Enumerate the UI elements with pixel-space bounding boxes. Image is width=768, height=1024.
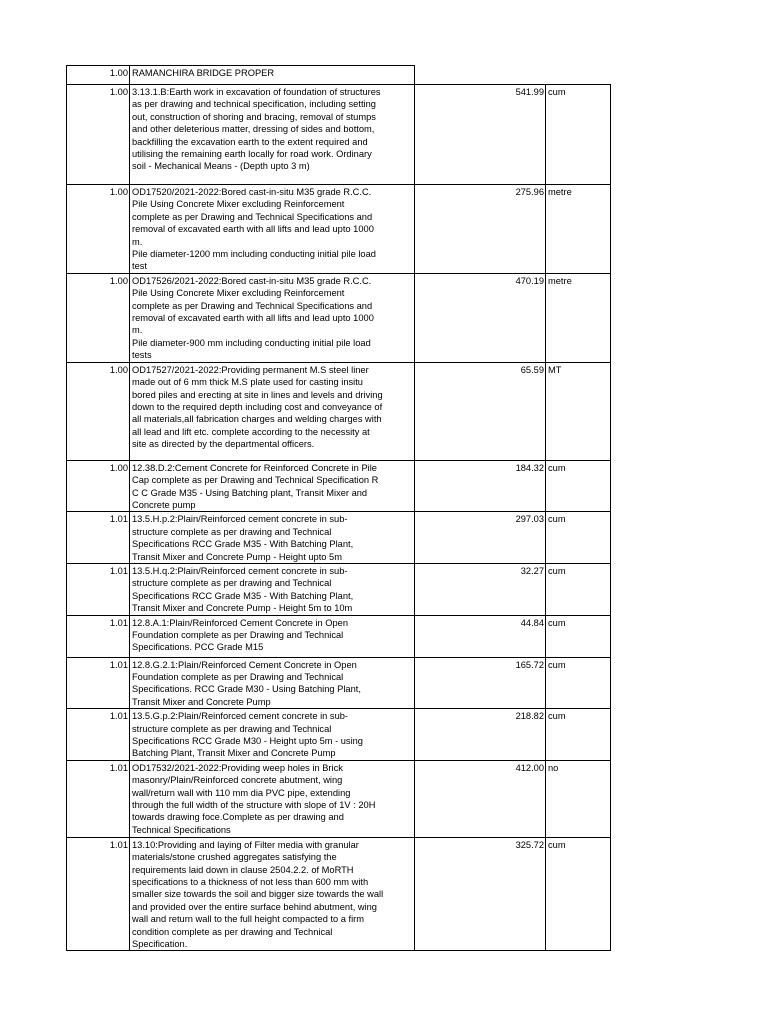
boq-table	[66, 65, 611, 951]
sl-cell: 1.01	[67, 760, 130, 837]
quantity-cell: 275.96	[415, 185, 546, 274]
table-row	[67, 362, 611, 460]
description-cell: 13.10:Providing and laying of Filter media with granular materials/stone crushed aggregates satisfying the requirements laid down in clause 2504.2.2. of MoRTH specifications to a thickness of not less than 600 mm with smaller size towards the soil and bigger size towards the wall and provided over the entire surface behind abutment, wing wall and return wall to the full height compacted to a firm condition complete as per drawing and Technical Specification.	[130, 837, 415, 951]
sl-cell: 1.00	[67, 185, 130, 274]
description-cell: 12.38.D.2:Cement Concrete for Reinforced Concrete in Pile Cap complete as per Drawing and Technical Specification R C C Grade M35 - Using Batching plant, Transit Mixer and Concrete pump	[130, 460, 415, 512]
quantity-cell: 165.72	[415, 657, 546, 709]
description-cell: 13.5.H.q.2:Plain/Reinforced cement concrete in sub- structure complete as per drawing and Technical Specifications RCC Grade M35 - With Batching Plant, Transit Mixer and Concrete Pump - Height 5m to 10m	[130, 563, 415, 615]
quantity-cell: 297.03	[415, 512, 546, 564]
unit-cell: no	[546, 760, 611, 837]
sl-cell: 1.00	[67, 362, 130, 460]
table-row	[67, 563, 611, 615]
table-row	[67, 615, 611, 657]
description-cell: OD17532/2021-2022:Providing weep holes in Brick masonry/Plain/Reinforced concrete abutment, wing wall/return wall with 110 mm dia PVC pipe, extending through the full width of the structure with slope of 1V : 20H towards drawing foce.Complete as per drawing and Technical Specifications	[130, 760, 415, 837]
description-cell: OD17526/2021-2022:Bored cast-in-situ M35 grade R.C.C. Pile Using Concrete Mixer excluding Reinforcement complete as per Drawing and Technical Specifications and removal of excavated earth with all lifts and lead upto 1000 m. Pile diameter-900 mm including conducting initial pile load tests	[130, 273, 415, 362]
description-cell: OD17527/2021-2022:Providing permanent M.S steel liner made out of 6 mm thick M.S plate used for casting insitu bored piles and erecting at site in lines and levels and driving down to the required depth including cost and conveyance of all materials,all fabrication charges and welding charges with all lead and lift etc. complete according to the necessity at site as directed by the departmental officers.	[130, 362, 415, 460]
table-row	[67, 85, 611, 185]
quantity-cell: 218.82	[415, 709, 546, 761]
table-row	[67, 837, 611, 951]
sl-cell: 1.01	[67, 709, 130, 761]
quantity-cell: 44.84	[415, 615, 546, 657]
unit-cell: cum	[546, 460, 611, 512]
quantity-cell: 325.72	[415, 837, 546, 951]
unit-cell: cum	[546, 563, 611, 615]
quantity-cell: 541.99	[415, 85, 546, 185]
unit-cell: metre	[546, 273, 611, 362]
description-cell: 3.13.1.B:Earth work in excavation of foundation of structures as per drawing and technical specification, including setting out, construction of shoring and bracing, removal of stumps and other deleterious matter, dressing of sides and bottom, backfilling the excavation earth to the extent required and utilising the remaining earth locally for road work. Ordinary soil - Mechanical Means - (Depth upto 3 m)	[130, 85, 415, 185]
quantity-cell: 470.19	[415, 273, 546, 362]
quantity-cell: 32.27	[415, 563, 546, 615]
title-blank-cell	[546, 66, 611, 85]
boq-sheet	[66, 65, 611, 951]
table-row	[67, 709, 611, 761]
sl-cell: 1.01	[67, 615, 130, 657]
unit-cell: MT	[546, 362, 611, 460]
table-row	[67, 273, 611, 362]
title-sl-cell: 1.00	[67, 66, 130, 85]
sl-cell: 1.01	[67, 563, 130, 615]
sl-cell: 1.00	[67, 273, 130, 362]
sl-cell: 1.00	[67, 85, 130, 185]
table-row	[67, 657, 611, 709]
sl-cell: 1.01	[67, 657, 130, 709]
quantity-cell: 184.32	[415, 460, 546, 512]
title-description-cell: RAMANCHIRA BRIDGE PROPER	[130, 66, 415, 85]
title-row	[67, 66, 611, 85]
unit-cell: cum	[546, 709, 611, 761]
unit-cell: cum	[546, 615, 611, 657]
unit-cell: cum	[546, 837, 611, 951]
table-row	[67, 460, 611, 512]
unit-cell: cum	[546, 657, 611, 709]
title-blank-cell	[415, 66, 546, 85]
description-cell: 13.5.H.p.2:Plain/Reinforced cement concrete in sub- structure complete as per drawing and Technical Specifications RCC Grade M35 - With Batching Plant, Transit Mixer and Concrete Pump - Height upto 5m	[130, 512, 415, 564]
description-cell: OD17520/2021-2022:Bored cast-in-situ M35 grade R.C.C. Pile Using Concrete Mixer excluding Reinforcement complete as per Drawing and Technical Specifications and removal of excavated earth with all lifts and lead upto 1000 m. Pile diameter-1200 mm including conducting initial pile load test	[130, 185, 415, 274]
table-row	[67, 512, 611, 564]
table-row	[67, 185, 611, 274]
description-cell: 12.8.A.1:Plain/Reinforced Cement Concrete in Open Foundation complete as per Drawing and Technical Specifications. PCC Grade M15	[130, 615, 415, 657]
sl-cell: 1.01	[67, 837, 130, 951]
unit-cell: cum	[546, 512, 611, 564]
unit-cell: cum	[546, 85, 611, 185]
sl-cell: 1.00	[67, 460, 130, 512]
sl-cell: 1.01	[67, 512, 130, 564]
quantity-cell: 412.00	[415, 760, 546, 837]
table-row	[67, 760, 611, 837]
description-cell: 13.5.G.p.2:Plain/Reinforced cement concrete in sub- structure complete as per drawing and Technical Specifications RCC Grade M30 - Height upto 5m - using Batching Plant, Transit Mixer and Concrete Pump	[130, 709, 415, 761]
unit-cell: metre	[546, 185, 611, 274]
quantity-cell: 65.59	[415, 362, 546, 460]
description-cell: 12.8.G.2.1:Plain/Reinforced Cement Concrete in Open Foundation complete as per Drawing and Technical Specifications. RCC Grade M30 - Using Batching Plant, Transit Mixer and Concrete Pump	[130, 657, 415, 709]
boq-table-body	[67, 66, 611, 951]
